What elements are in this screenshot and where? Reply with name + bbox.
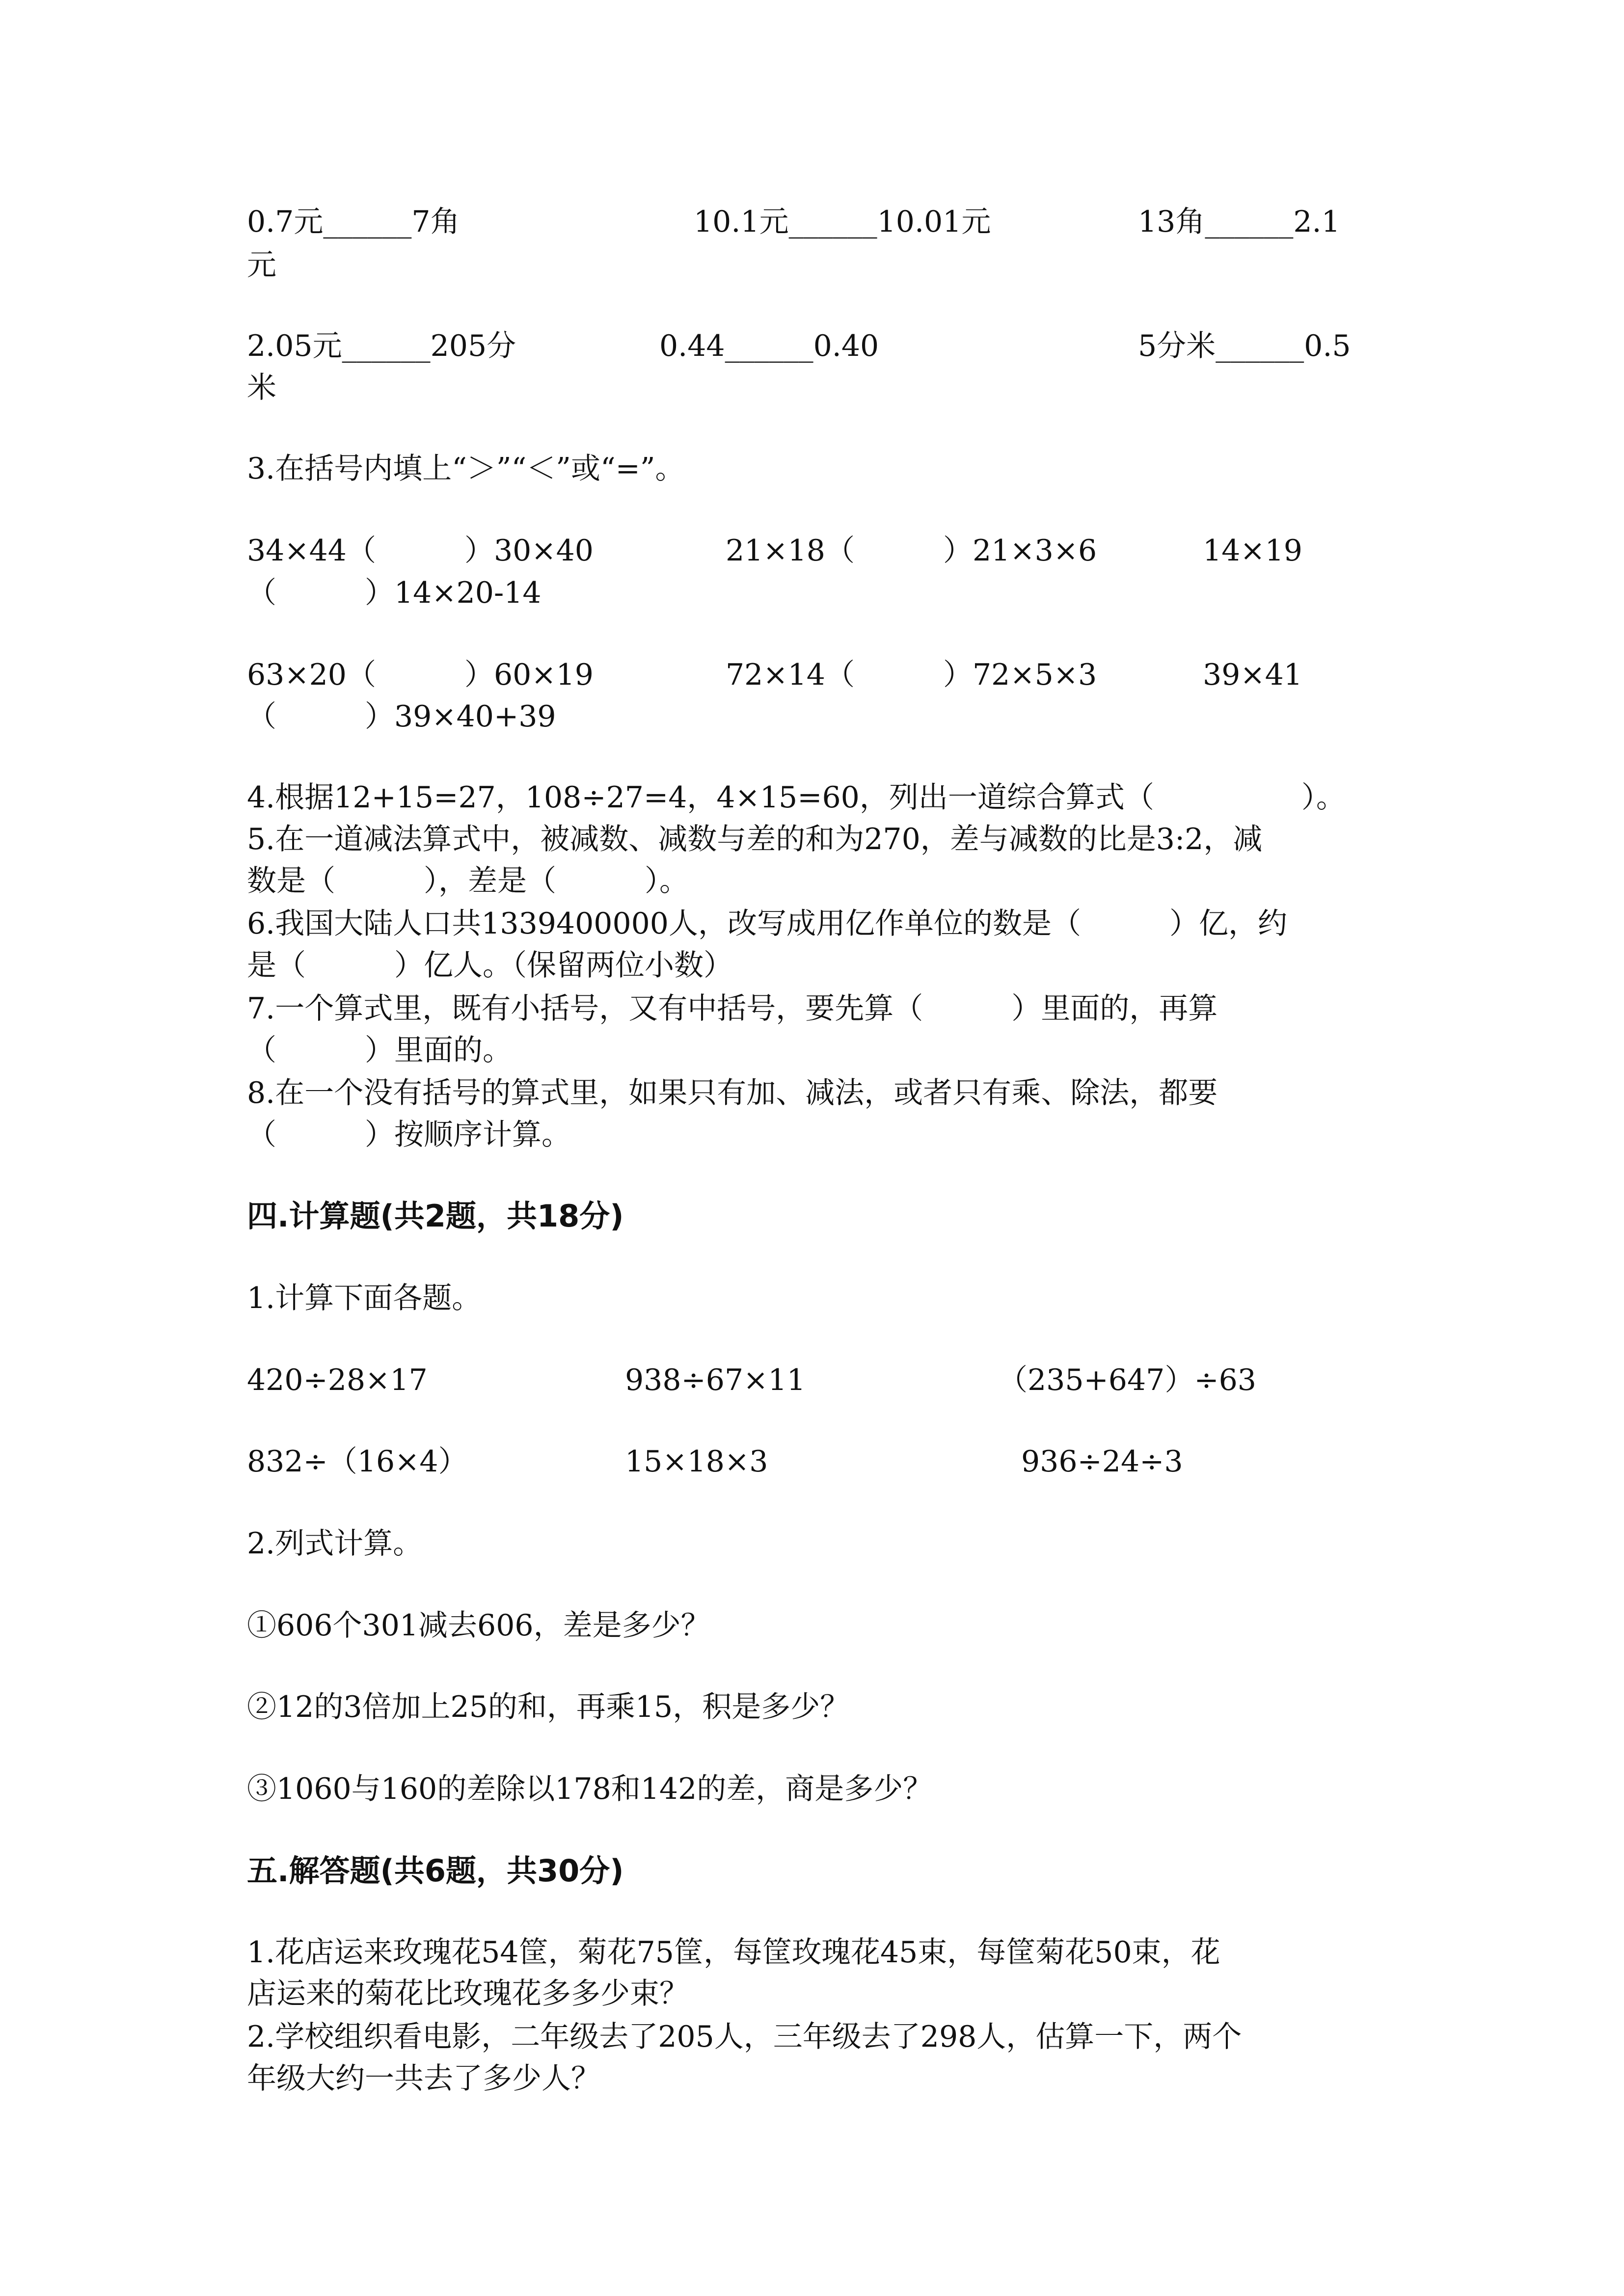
list-calc-item: ①606个301减去606，差是多少？ [247,1608,710,1643]
question-6-line-2: 是（ ）亿人。（保留两位小数） [247,948,733,983]
question-7-line-2: （ ）里面的。 [247,1033,512,1068]
calc-item: 420÷28×17 [247,1363,428,1397]
section-4-q1-title: 1.计算下面各题。 [247,1281,482,1315]
section-5-heading: 五.解答题(共6题，共30分) [247,1853,624,1889]
q3-item: 21×18（ ）21×3×6 [726,534,1097,568]
compare-item: 2.05元______205分 [247,329,516,363]
section-4-heading: 四.计算题(共2题，共18分) [247,1198,624,1234]
compare-item: 5分米______0.5 [1138,329,1351,363]
question-4: 4.根据12+15=27，108÷27=4，4×15=60，列出一道综合算式（ ）。 [247,780,1346,815]
section-4-q2-title: 2.列式计算。 [247,1526,423,1561]
calc-item: 938÷67×11 [625,1363,806,1397]
q3-item: 14×19 [1203,534,1302,568]
q3-item: 39×41 [1203,658,1302,692]
list-calc-item: ③1060与160的差除以178和142的差，商是多少？ [247,1772,933,1806]
q3-item: 34×44（ ）30×40 [247,534,594,568]
question-5-line-2: 数是（ ），差是（ ）。 [247,864,689,898]
question-8-line-2: （ ）按顺序计算。 [247,1118,571,1152]
compare-item: 13角______2.1 [1138,205,1340,239]
section-5-q2-line-2: 年级大约一共去了多少人？ [247,2061,600,2096]
question-5-line-1: 5.在一道减法算式中，被减数、减数与差的和为270，差与减数的比是3:2，减 [247,822,1263,856]
compare-item: 0.7元______7角 [247,205,460,239]
question-8-line-1: 8.在一个没有括号的算式里，如果只有加、减法，或者只有乘、除法，都要 [247,1076,1218,1110]
calc-item: 936÷24÷3 [1021,1444,1183,1479]
section-5-q2-line-1: 2.学校组织看电影，二年级去了205人，三年级去了298人，估算一下，两个 [247,2020,1242,2054]
compare-item-wrap: 米 [247,371,276,405]
q3-item: 63×20（ ）60×19 [247,658,594,692]
question-7-line-1: 7.一个算式里，既有小括号，又有中括号，要先算（ ）里面的，再算 [247,991,1218,1026]
calc-item: 15×18×3 [625,1444,768,1479]
q3-item-wrap: （ ）14×20-14 [247,576,541,610]
compare-item: 0.44______0.40 [659,329,879,363]
section-5-q1-line-1: 1.花店运来玫瑰花54筐，菊花75筐，每筐玫瑰花45束，每筐菊花50束，花 [247,1935,1220,1970]
q3-item-wrap: （ ）39×40+39 [247,699,556,734]
calc-item: 832÷（16×4） [247,1444,468,1479]
list-calc-item: ②12的3倍加上25的和，再乘15，积是多少？ [247,1690,850,1724]
q3-item: 72×14（ ）72×5×3 [726,658,1097,692]
calc-item: （235+647）÷63 [998,1363,1256,1397]
section-5-q1-line-2: 店运来的菊花比玫瑰花多多少束？ [247,1976,689,2011]
compare-item-wrap: 元 [247,248,276,282]
question-6-line-1: 6.我国大陆人口共1339400000人，改写成用亿作单位的数是（ ）亿，约 [247,907,1287,941]
compare-item: 10.1元______10.01元 [694,205,991,239]
question-3-title: 3.在括号内填上“＞”“＜”或“=”。 [247,452,685,486]
